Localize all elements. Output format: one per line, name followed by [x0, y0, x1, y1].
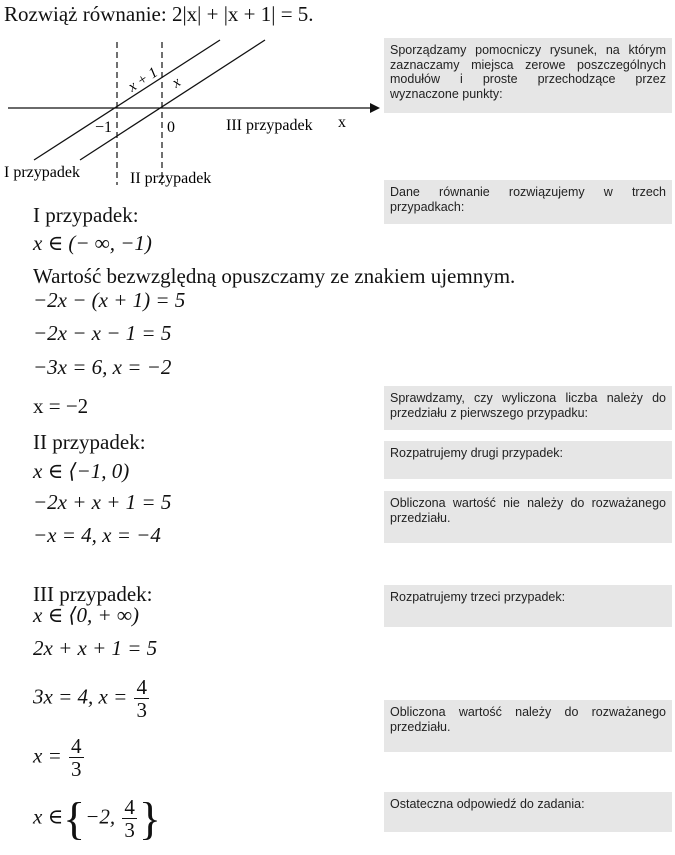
case3-label: III przypadek [226, 117, 313, 134]
equation-step-2: −2x − x − 1 = 5 [33, 321, 172, 345]
axis-label: x [338, 114, 346, 131]
right-brace: } [138, 793, 161, 844]
fraction-denominator: 3 [136, 698, 147, 723]
fraction-numerator: 4 [124, 794, 135, 819]
fraction-denominator: 3 [71, 757, 82, 782]
task-title: Rozwiąż równanie: 2|x| + |x + 1| = 5. [4, 2, 314, 26]
axis-arrow [370, 103, 380, 113]
fraction-four-thirds-2 [69, 735, 84, 780]
line-x [80, 40, 265, 160]
number-line-diagram [0, 30, 380, 190]
left-brace: { [63, 793, 86, 844]
equation-step-1: −2x − (x + 1) = 5 [33, 288, 186, 312]
tick-zero: 0 [167, 119, 175, 136]
remark-negative-sign: Wartość bezwzględną opuszczamy ze znakiem ujemnym. [33, 264, 516, 288]
equation-step-7: 2x + x + 1 = 5 [33, 636, 158, 660]
final-answer [33, 792, 161, 845]
case1-label: I przypadek [4, 164, 80, 181]
equation-step-6: −x = 4, x = −4 [33, 523, 161, 547]
note-case2: Rozpatrujemy drugi przypadek: [384, 441, 672, 479]
note-final-answer: Ostateczna odpowiedź do zadania: [384, 792, 672, 832]
case2-label: II przypadek [130, 170, 212, 187]
case2-domain: x ∈ ⟨−1, 0) [33, 459, 130, 483]
fraction-numerator: 4 [136, 675, 147, 699]
note-case3-accept: Obliczona wartość należy do rozważanego przedziału. [384, 700, 672, 752]
case3-heading: III przypadek: [33, 582, 153, 606]
step9-left: x = [33, 743, 62, 768]
equation-step-3: −3x = 6, x = −2 [33, 355, 172, 379]
case1-heading: I przypadek: [33, 203, 139, 227]
answer-prefix: x ∈ [33, 804, 64, 829]
fraction-denominator: 3 [124, 818, 135, 842]
equation-step-4: x = −2 [33, 394, 89, 418]
equation-step-5: −2x + x + 1 = 5 [33, 490, 172, 514]
case3-domain: x ∈ ⟨0, + ∞) [33, 603, 139, 627]
equation-step-8 [33, 676, 151, 721]
case1-domain: x ∈ (− ∞, −1) [33, 231, 152, 255]
fraction-numerator: 4 [71, 734, 82, 758]
label-x: x [169, 74, 184, 92]
case2-heading: II przypadek: [33, 430, 146, 454]
equation-step-9 [33, 735, 86, 780]
line-x-plus-1 [34, 40, 220, 160]
note-case3: Rozpatrujemy trzeci przypadek: [384, 585, 672, 627]
fraction-four-thirds [134, 676, 149, 721]
note-diagram: Sporządzamy pomocniczy rysunek, na którym zaznaczamy miejsca zerowe poszczególnych modułów i proste przechodzące przez wyznaczone punkty: [384, 38, 672, 113]
label-x-plus-1: x + 1 [125, 64, 161, 96]
note-three-cases: Dane równanie rozwiązujemy w trzech przypadkach: [384, 180, 672, 224]
step8-left: 3x = 4, x = [33, 684, 128, 709]
answer-first: −2, [85, 804, 116, 829]
fraction-four-thirds-3 [122, 796, 137, 841]
note-case2-reject: Obliczona wartość nie należy do rozważanego przedziału. [384, 491, 672, 543]
tick-minus-one: −1 [95, 119, 113, 136]
note-check-case1: Sprawdzamy, czy wyliczona liczba należy do przedziału z pierwszego przypadku: [384, 386, 672, 430]
